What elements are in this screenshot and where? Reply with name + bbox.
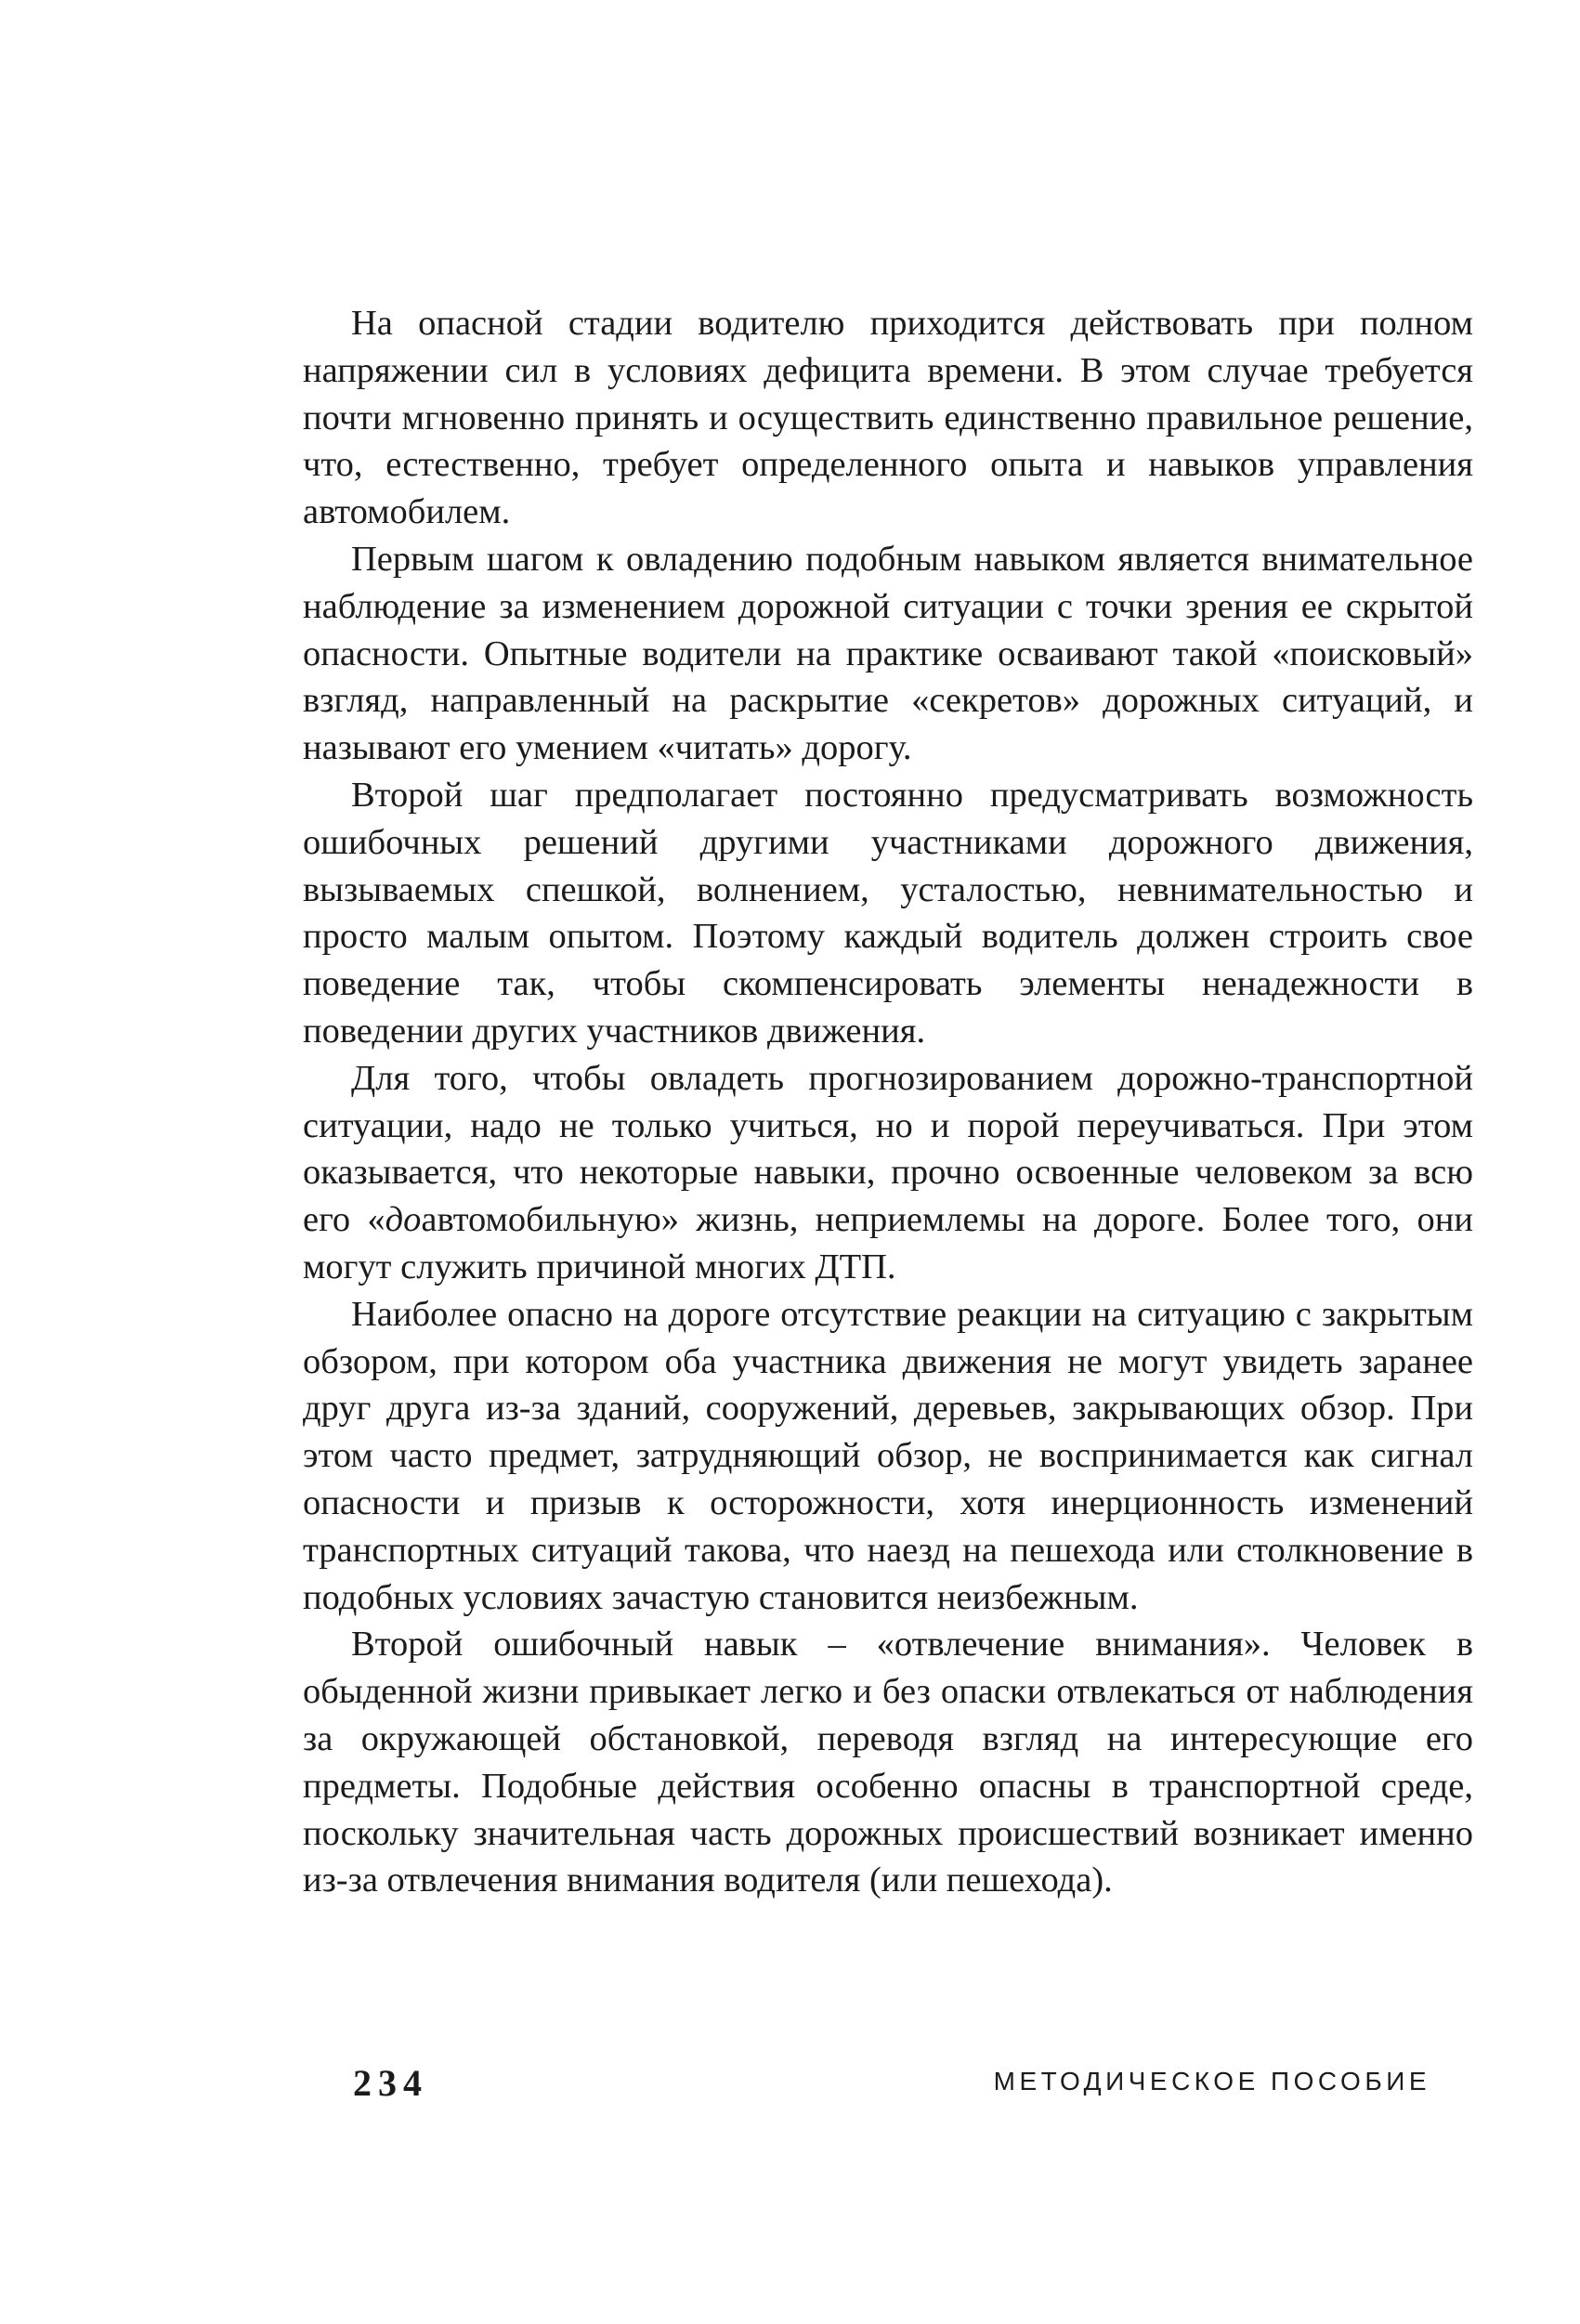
paragraph: Второй шаг предполагает постоянно предусматривать возможность ошибочных решений другими участниками дорожного движения, вызываемых спешкой, волнением, усталостью, невнимательностью и просто малым опытом. Поэтому каждый водитель должен строить свое поведение так, чтобы скомпенсировать элементы ненадежности в поведении других участников движения. [303, 775, 1473, 1051]
paragraph: Первым шагом к овладению подобным навыком является внимательное наблюдение за изменением дорожной ситуации с точки зрения ее скрытой опасности. Опытные водители на практике осваивают такой «поисковый» взгляд, направленный на раскрытие «секретов» дорожных ситуаций, и называют его умением «читать» дорогу. [303, 539, 1473, 768]
page-footer [353, 2061, 1430, 2108]
page-number: 234 [353, 2062, 428, 2104]
paragraph [303, 1055, 1473, 1291]
paragraph: На опасной стадии водителю приходится действовать при полном напряжении сил в условиях дефицита времени. В этом случае требуется почти мгновенно принять и осуществить единственно правильное решение, что, естественно, требует определенного опыта и навыков управления автомобилем. [303, 304, 1473, 532]
paragraph: Второй ошибочный навык – «отвлечение внимания». Человек в обыденной жизни привыкает легко и без опаски отвлекаться от наблюдения за окружающей обстановкой, переводя взгляд на интересующие его предметы. Подобные действия особенно опасны в транспортной среде, поскольку значительная часть дорожных происшествий возникает именно из-за отвлечения внимания водителя (или пешехода). [303, 1625, 1473, 1900]
running-title: МЕТОДИЧЕСКОЕ ПОСОБИЕ [993, 2067, 1430, 2096]
paragraph: Наиболее опасно на дороге отсутствие реакции на ситуацию с закрытым обзором, при котором оба участника движения не могут увидеть заранее друг друга из-за зданий, сооружений, деревьев, закрывающих обзор. При этом часто предмет, затрудняющий обзор, не воспринимается как сигнал опасности и призыв к осторожности, хотя инерционность изменений транспортных ситуаций такова, что наезд на пешехода или столкновение в подобных условиях зачастую становится неизбежным. [303, 1294, 1473, 1617]
paragraph-text: Для того, чтобы овладеть прогнозированием дорожно-транспортной ситуации, надо не только учиться, но и порой переучиваться. При этом оказывается, что некоторые навыки, прочно освоенные человеком за всю его « [303, 1058, 1473, 1240]
emphasized-prefix: до [385, 1200, 422, 1240]
paragraph-text: автомобильную» жизнь, неприемлемы на дороге. Более того, они могут служить причиной многих ДТП. [303, 1200, 1473, 1286]
body-text [303, 300, 1473, 1904]
